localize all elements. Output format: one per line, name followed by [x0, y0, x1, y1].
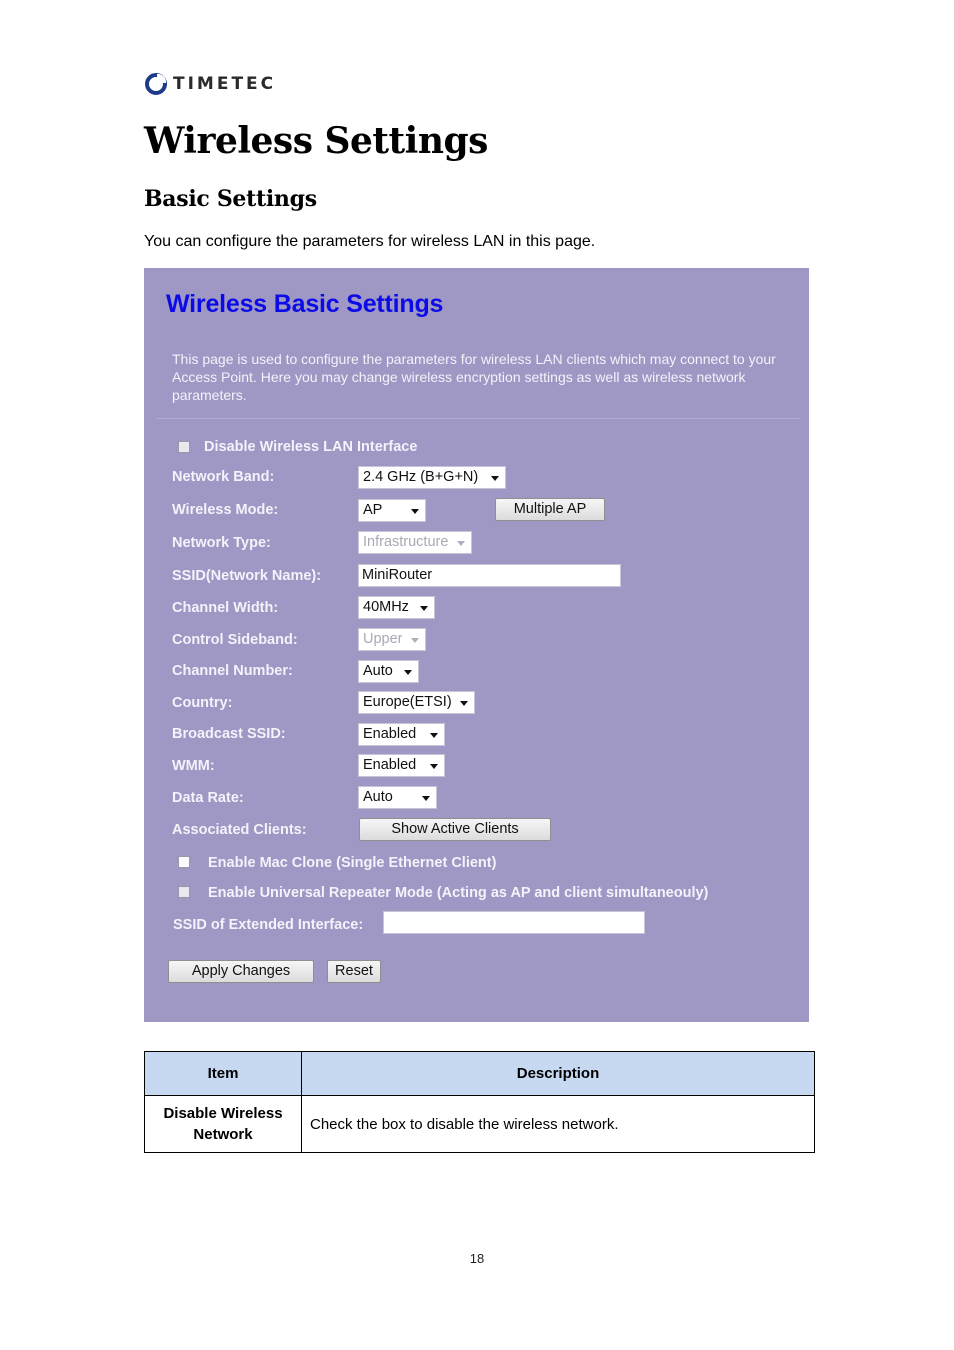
reset-button[interactable]: Reset: [327, 960, 381, 983]
control-sideband-value: Upper: [363, 631, 403, 647]
network-band-label: Network Band:: [172, 469, 275, 485]
broadcast-ssid-select[interactable]: [358, 723, 445, 746]
table-header-row: [145, 1052, 815, 1096]
chevron-down-icon: [411, 509, 419, 514]
extended-ssid-label: SSID of Extended Interface:: [173, 917, 364, 933]
chevron-down-icon: [430, 764, 438, 769]
wireless-basic-settings-panel: [144, 268, 809, 1022]
wireless-mode-select[interactable]: [358, 499, 426, 522]
header-description: Description: [302, 1052, 815, 1096]
wmm-label: WMM:: [172, 758, 215, 774]
extended-ssid-input[interactable]: [383, 911, 645, 934]
control-sideband-select: [358, 628, 426, 651]
broadcast-ssid-value: Enabled: [363, 726, 417, 742]
chevron-down-icon: [430, 733, 438, 738]
panel-description: This page is used to configure the parameters for wireless LAN clients which may connect to your Access Point. Here you may change wireless encryption settings as well as wireless network parameters.: [172, 351, 776, 403]
panel-title: Wireless Basic Settings: [166, 290, 444, 318]
channel-width-label: Channel Width:: [172, 600, 279, 616]
timetec-logo: [145, 69, 276, 99]
ssid-label: SSID(Network Name):: [172, 568, 322, 584]
page-number: 18: [469, 1251, 485, 1266]
item-description-table: [144, 1051, 815, 1153]
disable-wlan-checkbox[interactable]: [178, 441, 190, 453]
chevron-down-icon: [422, 796, 430, 801]
channel-number-label: Channel Number:: [172, 663, 293, 679]
network-type-select: [358, 531, 472, 554]
timetec-ring-logo-icon: [145, 73, 167, 95]
show-active-clients-button[interactable]: Show Active Clients: [359, 818, 551, 841]
chevron-down-icon: [457, 541, 465, 546]
wireless-mode-value: AP: [363, 502, 383, 518]
country-value: Europe(ETSI): [363, 694, 452, 710]
country-select[interactable]: [358, 691, 475, 714]
chevron-down-icon: [420, 606, 428, 611]
header-item: Item: [145, 1052, 302, 1096]
row-description: Check the box to disable the wireless network.: [302, 1096, 815, 1153]
page-title: Wireless Settings: [144, 120, 488, 162]
data-rate-value: Auto: [363, 789, 393, 805]
country-label: Country:: [172, 695, 233, 711]
network-band-value: 2.4 GHz (B+G+N): [363, 469, 479, 485]
broadcast-ssid-label: Broadcast SSID:: [172, 726, 286, 742]
network-type-label: Network Type:: [172, 535, 271, 551]
network-band-select[interactable]: [358, 466, 506, 489]
channel-number-value: Auto: [363, 663, 393, 679]
chevron-down-icon: [460, 701, 468, 706]
channel-width-value: 40MHz: [363, 599, 409, 615]
apply-changes-button[interactable]: Apply Changes: [168, 960, 314, 983]
multiple-ap-button[interactable]: Multiple AP: [495, 498, 605, 521]
mac-clone-label: Enable Mac Clone (Single Ethernet Client): [208, 855, 497, 871]
chevron-down-icon: [411, 638, 419, 643]
row-item: Disable Wireless Network: [145, 1096, 302, 1153]
divider: [156, 418, 801, 419]
mac-clone-checkbox[interactable]: [178, 856, 190, 868]
disable-wlan-label: Disable Wireless LAN Interface: [204, 439, 418, 455]
wireless-mode-label: Wireless Mode:: [172, 502, 279, 518]
data-rate-label: Data Rate:: [172, 790, 244, 806]
data-rate-select[interactable]: [358, 786, 437, 809]
wmm-select[interactable]: [358, 754, 445, 777]
universal-repeater-label: Enable Universal Repeater Mode (Acting as AP and client simultaneouly): [208, 885, 709, 901]
table-row: [145, 1096, 815, 1153]
logo-text: TIMETEC: [173, 74, 277, 94]
associated-clients-label: Associated Clients:: [172, 822, 307, 838]
universal-repeater-checkbox[interactable]: [178, 886, 190, 898]
wmm-value: Enabled: [363, 757, 417, 773]
intro-text: You can configure the parameters for wireless LAN in this page.: [144, 233, 596, 250]
control-sideband-label: Control Sideband:: [172, 632, 298, 648]
chevron-down-icon: [404, 670, 412, 675]
chevron-down-icon: [491, 476, 499, 481]
network-type-value: Infrastructure: [363, 534, 449, 550]
channel-width-select[interactable]: [358, 596, 435, 619]
ssid-input[interactable]: MiniRouter: [358, 564, 621, 587]
channel-number-select[interactable]: [358, 660, 419, 683]
section-title: Basic Settings: [144, 186, 317, 212]
